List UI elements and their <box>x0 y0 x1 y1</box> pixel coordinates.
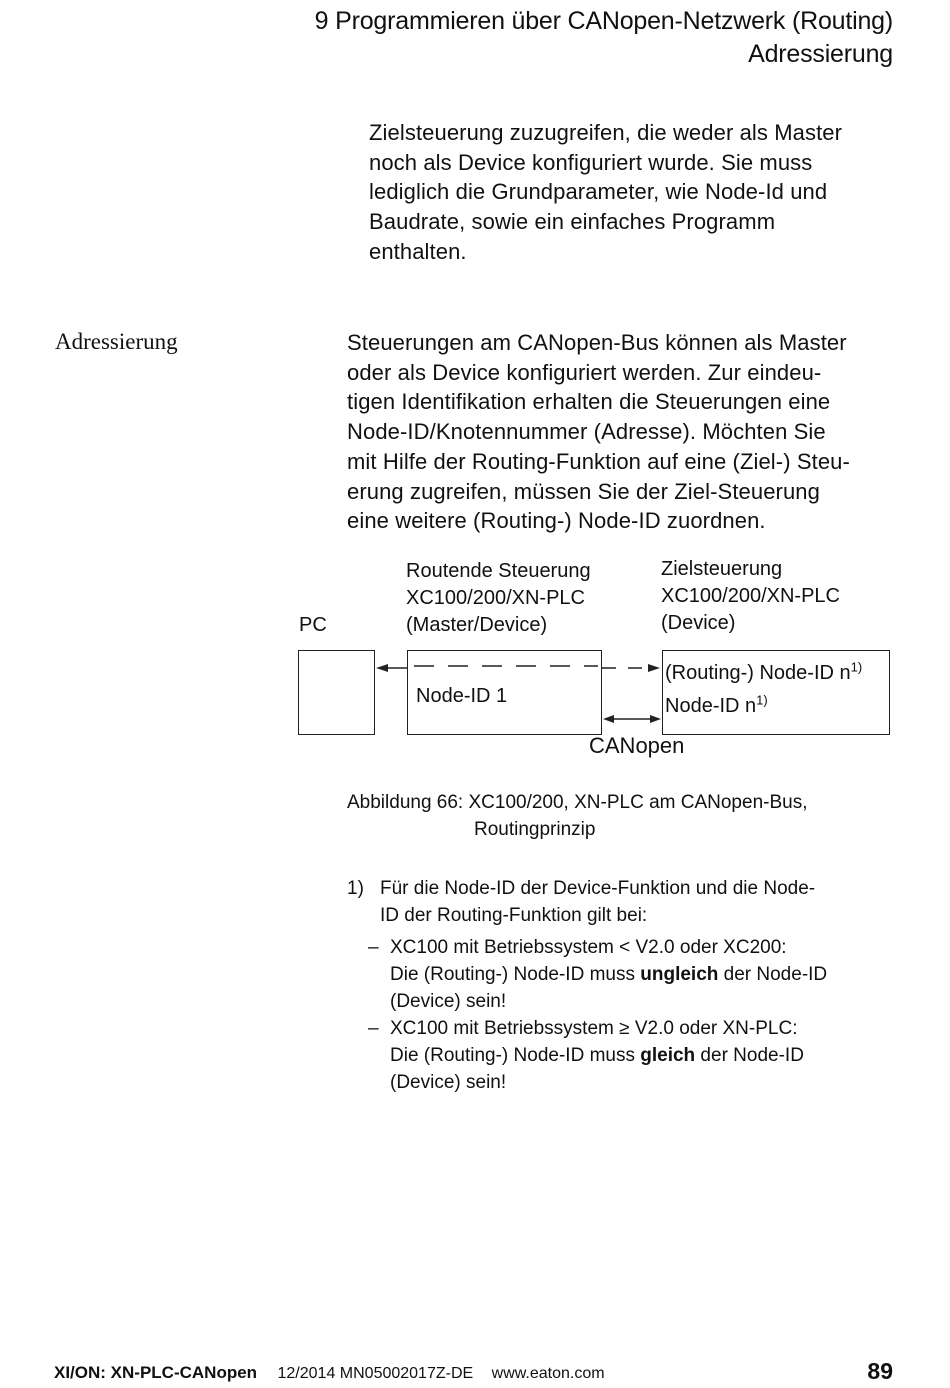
caption-line: Abbildung 66: XC100/200, XN-PLC am CANopen-Bus, <box>347 792 808 813</box>
text-line: (Device) sein! <box>390 1072 507 1093</box>
footer-doc-id: 12/2014 MN05002017Z-DE <box>277 1365 474 1382</box>
text: der Node-ID <box>718 964 828 985</box>
text: der Node-ID <box>695 1045 804 1066</box>
arrowhead-to-target <box>648 664 660 672</box>
footnote-intro <box>347 875 907 929</box>
text: Node-ID n <box>665 695 757 717</box>
routing-node-id: Node-ID 1 <box>416 685 508 707</box>
section-title: Adressierung <box>748 40 893 68</box>
dash-bullet: – <box>368 1018 379 1039</box>
label-line: XC100/200/XN-PLC <box>406 587 585 609</box>
text-line: lediglich die Grundparameter, wie Node-Id und <box>369 179 828 205</box>
footnote-mark: 1) <box>850 659 863 675</box>
footer-title: XI/ON: XN-PLC-CANopen <box>54 1363 258 1382</box>
text-line: oder als Device konfiguriert werden. Zur eindeu- <box>347 359 822 385</box>
caption-line: Routingprinzip <box>474 819 596 840</box>
text: Die (Routing-) Node-ID muss <box>390 964 641 985</box>
canopen-label: CANopen <box>589 733 685 758</box>
margin-heading: Adressierung <box>55 329 178 354</box>
text-line: erung zugreifen, müssen Sie der Ziel-Steuerung <box>347 478 820 504</box>
figure-caption <box>347 789 807 843</box>
text-line: noch als Device konfiguriert wurde. Sie muss <box>369 149 813 175</box>
dash-bullet: – <box>368 937 379 958</box>
page-footer <box>54 1363 605 1383</box>
footer-url: www.eaton.com <box>491 1365 605 1382</box>
text-line: XC100 mit Betriebssystem < V2.0 oder XC200: <box>390 937 787 958</box>
text: Die (Routing-) Node-ID muss <box>390 1045 641 1066</box>
text: (Routing-) Node-ID n <box>665 662 851 684</box>
text-line: mit Hilfe der Routing-Funktion auf eine (Ziel-) Steu- <box>347 448 850 474</box>
footnote <box>347 875 907 1096</box>
footnote-item <box>347 934 907 1015</box>
text-line <box>347 961 907 988</box>
text-line: eine weitere (Routing-) Node-ID zuordnen. <box>347 508 766 534</box>
text-line: Zielsteuerung zuzugreifen, die weder als Master <box>369 120 843 145</box>
footnote-item <box>347 1015 907 1096</box>
text-line: XC100 mit Betriebssystem ≥ V2.0 oder XN-PLC: <box>390 1018 798 1039</box>
label-line: Routende Steuerung <box>406 560 591 582</box>
bus-arrowhead-left <box>603 715 614 723</box>
arrowhead-to-pc <box>376 664 388 672</box>
text-line: ID der Routing-Funktion gilt bei: <box>380 905 648 926</box>
text-line: Für die Node-ID der Device-Funktion und die Node- <box>380 878 816 899</box>
chapter-title: 9 Programmieren über CANopen-Netzwerk (Routing) <box>314 7 893 35</box>
footnote-mark: 1) <box>756 692 768 708</box>
text-line: Node-ID/Knotennummer (Adresse). Möchten Sie <box>347 419 826 445</box>
text-line: tigen Identifikation erhalten die Steuerungen eine <box>347 389 831 415</box>
label-line: Zielsteuerung <box>661 558 783 580</box>
pc-label: PC <box>299 614 327 636</box>
emphasis: ungleich <box>640 964 719 985</box>
text-line: enthalten. <box>369 238 467 264</box>
text-line <box>347 1042 907 1069</box>
emphasis: gleich <box>640 1045 696 1066</box>
text-line: Baudrate, sowie ein einfaches Programm <box>369 209 776 235</box>
label-line: XC100/200/XN-PLC <box>661 585 840 607</box>
label-line: (Device) <box>661 612 736 634</box>
bus-arrowhead-right <box>650 715 661 723</box>
footnote-number: 1) <box>347 878 364 899</box>
page-number: 89 <box>867 1358 893 1384</box>
label-line: (Master/Device) <box>406 614 548 636</box>
text-line: Steuerungen am CANopen-Bus können als Master <box>347 330 847 355</box>
text-line: (Device) sein! <box>390 991 507 1012</box>
